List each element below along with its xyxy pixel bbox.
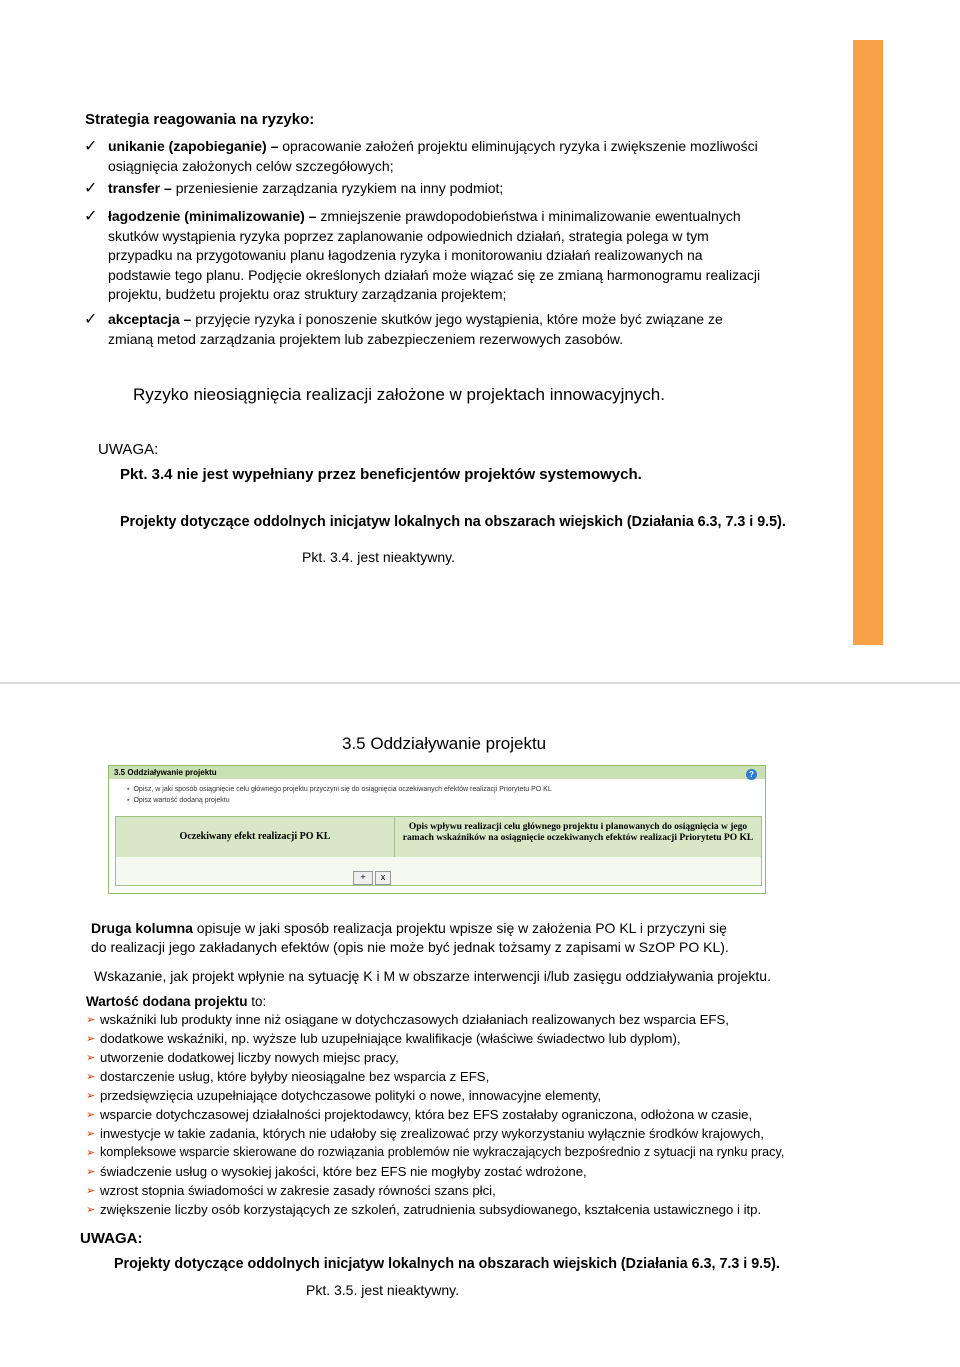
uwaga-label-2: UWAGA: (80, 1230, 143, 1247)
arrow-bullet-icon: ➢ (86, 1052, 96, 1064)
item-text: przeniesienie zarządzania ryzykiem na inny podmiot; (175, 180, 504, 196)
form-link-text: Opisz, w jaki sposób osiągnięcie celu głównego projektu przyczyni się do osiągnięcia oczekiwanych efektów realizacji Priorytetu PO KL (133, 786, 552, 793)
item-text: osiągnięcia założonych celów szczegółowych; (108, 157, 394, 174)
projekty-note-2: Projekty dotyczące oddolnych inicjatyw lokalnych na obszarach wiejskich (Działania 6.3, 7.3 i 9.5). (114, 1256, 780, 1272)
pkt-3-4-inactive: Pkt. 3.4. jest nieaktywny. (302, 549, 456, 565)
list-item: wsparcie dotychczasowej działalności projektodawcy, która bez EFS zostałaby ograniczona, odłożona w czasie, (100, 1107, 753, 1122)
item-text: przypadku na przygotowaniu planu łagodzenia ryzyka i monitorowaniu działań realizowanych na (108, 247, 703, 263)
strategy-item-avoidance (108, 137, 841, 176)
strategy-heading: Strategia reagowania na ryzyko: (85, 111, 315, 128)
uwaga-label: UWAGA: (98, 441, 159, 458)
form-table (115, 816, 762, 886)
wartosc-dodana-heading (86, 992, 266, 1011)
check-icon: ✓ (84, 311, 98, 328)
list-item: zwiększenie liczby osób korzystających ze szkoleń, zatrudnienia subsydiowanego, kształcenia ustawicznego i itp. (100, 1202, 762, 1217)
column-header-line: Opis wpływu realizacji celu głównego projektu i planowanych do osiągnięcia w jego (408, 822, 748, 832)
item-bold-label: transfer – (108, 180, 172, 196)
help-icon[interactable]: ? (746, 769, 757, 780)
list-item: wzrost stopnia świadomości w zakresie zasady równości szans płci, (100, 1183, 496, 1198)
item-text: opracowanie założeń projektu eliminujących ryzyka i zwiększenie mozliwości (282, 138, 758, 154)
arrow-bullet-icon: ➢ (86, 1071, 96, 1083)
form-link-1[interactable] (127, 786, 552, 793)
item-text: skutków wystąpienia ryzyka poprzez zaplanowanie odpowiednich działań, strategia polega w tym (108, 227, 709, 244)
list-item: kompleksowe wsparcie skierowane do rozwiązania problemów nie wykraczających bezpośrednio z sytuacji na rynku pracy, (100, 1145, 785, 1159)
item-bold-label: unikanie (zapobieganie) – (108, 138, 279, 154)
arrow-bullet-icon: ➢ (86, 1128, 96, 1140)
item-text: zmianą metod zarządzania projektem lub zabezpieczeniem rezerwowych zasobów. (108, 330, 624, 347)
wskazanie-paragraph: Wskazanie, jak projekt wpłynie na sytuację K i M w obszarze interwencji i/lub zasięgu oddziaływania projektu. (94, 968, 771, 984)
page-1 (0, 0, 960, 682)
form-link-2[interactable] (127, 797, 230, 804)
paragraph-text: do realizacji jego zakładanych efektów (opis nie może być jednak tożsamy z zapisami w SzOP PO KL). (91, 939, 729, 955)
arrow-bullet-icon: ➢ (86, 1109, 96, 1121)
paragraph-text: opisuje w jaki sposób realizacja projektu wpisze się w założenia PO KL i przyczyni się (192, 920, 727, 936)
bullet-icon: ▪ (127, 786, 130, 793)
item-text: podstawie tego planu. Podjęcie określonych działań może wiązać się ze zmianą harmonogramu realizacji (108, 266, 761, 283)
paragraph-text: to: (247, 994, 267, 1009)
column-header-effect: Oczekiwany efekt realizacji PO KL (116, 817, 395, 857)
list-item: dodatkowe wskaźniki, np. wyższe lub uzupełniające kwalifikacje (właściwe świadectwo lub dyplom), (100, 1031, 681, 1046)
strategy-item-mitigation (108, 207, 841, 305)
orange-side-bar (853, 40, 883, 645)
arrow-bullet-icon: ➢ (86, 1185, 96, 1197)
check-icon: ✓ (84, 208, 98, 225)
arrow-bullet-icon: ➢ (86, 1166, 96, 1178)
list-item: dostarczenie usług, które byłyby nieosiągalne bez wsparcia z EFS, (100, 1069, 490, 1084)
projekty-note: Projekty dotyczące oddolnych inicjatyw lokalnych na obszarach wiejskich (Działania 6.3, 7.3 i 9.5). (120, 514, 786, 530)
arrow-bullet-icon: ➢ (86, 1204, 96, 1216)
list-item: świadczenie usług o wysokiej jakości, które bez EFS nie mogłyby zostać wdrożone, (100, 1164, 587, 1179)
druga-kolumna-paragraph (91, 919, 729, 957)
strategy-item-acceptance (108, 310, 841, 349)
item-bold-label: łagodzenie (minimalizowanie) – (108, 208, 317, 224)
remove-row-button[interactable]: x (375, 871, 391, 885)
list-item: inwestycje w takie zadania, których nie udałoby się zrealizować przy wykorzystaniu wyłącznie środków krajowych, (100, 1126, 765, 1141)
pkt-3-5-inactive: Pkt. 3.5. jest nieaktywny. (306, 1282, 460, 1298)
wartosc-bold: Wartość dodana projektu (86, 994, 248, 1009)
column-header-line: ramach wskaźników na osiągnięcie oczekiwanych efektów realizacji Priorytetu PO KL (402, 833, 754, 843)
list-item: utworzenie dodatkowej liczby nowych miejsc pracy, (100, 1050, 399, 1065)
arrow-bullet-icon: ➢ (86, 1014, 96, 1026)
check-icon: ✓ (84, 138, 98, 155)
item-text: przyjęcie ryzyka i ponoszenie skutków jego wystąpienia, które może być związane ze (195, 311, 723, 327)
item-text: zmniejszenie prawdopodobieństwa i minimalizowanie ewentualnych (320, 208, 741, 224)
form-screenshot (108, 765, 766, 894)
form-link-text: Opisz wartość dodaną projektu (133, 797, 230, 804)
column-header-description (395, 817, 761, 857)
arrow-bullet-icon: ➢ (86, 1147, 96, 1159)
item-text: projektu, budżetu projektu oraz struktury zarządzania projektem; (108, 286, 507, 302)
arrow-bullet-icon: ➢ (86, 1090, 96, 1102)
item-bold-label: akceptacja – (108, 311, 192, 327)
list-item: przedsięwzięcia uzupełniające dotychczasowe polityki o nowe, innowacyjne elementy, (100, 1088, 602, 1103)
bullet-icon: ▪ (127, 797, 130, 804)
arrow-bullet-icon: ➢ (86, 1033, 96, 1045)
strategy-item-transfer (108, 179, 841, 199)
druga-kolumna-bold: Druga kolumna (91, 920, 193, 936)
section-title: 3.5 Oddziaływanie projektu (342, 734, 547, 753)
add-row-button[interactable]: + (353, 871, 373, 885)
list-item: wskaźniki lub produkty inne niż osiągane w dotychczasowych działaniach realizowanych bez wsparcia EFS, (100, 1012, 729, 1027)
form-header: 3.5 Oddziaływanie projektu (109, 766, 765, 779)
pkt-3-4-note: Pkt. 3.4 nie jest wypełniany przez beneficjentów projektów systemowych. (120, 466, 642, 483)
ryzyko-statement: Ryzyko nieosiągnięcia realizacji założone w projektach innowacyjnych. (133, 385, 665, 404)
check-icon: ✓ (84, 180, 98, 197)
